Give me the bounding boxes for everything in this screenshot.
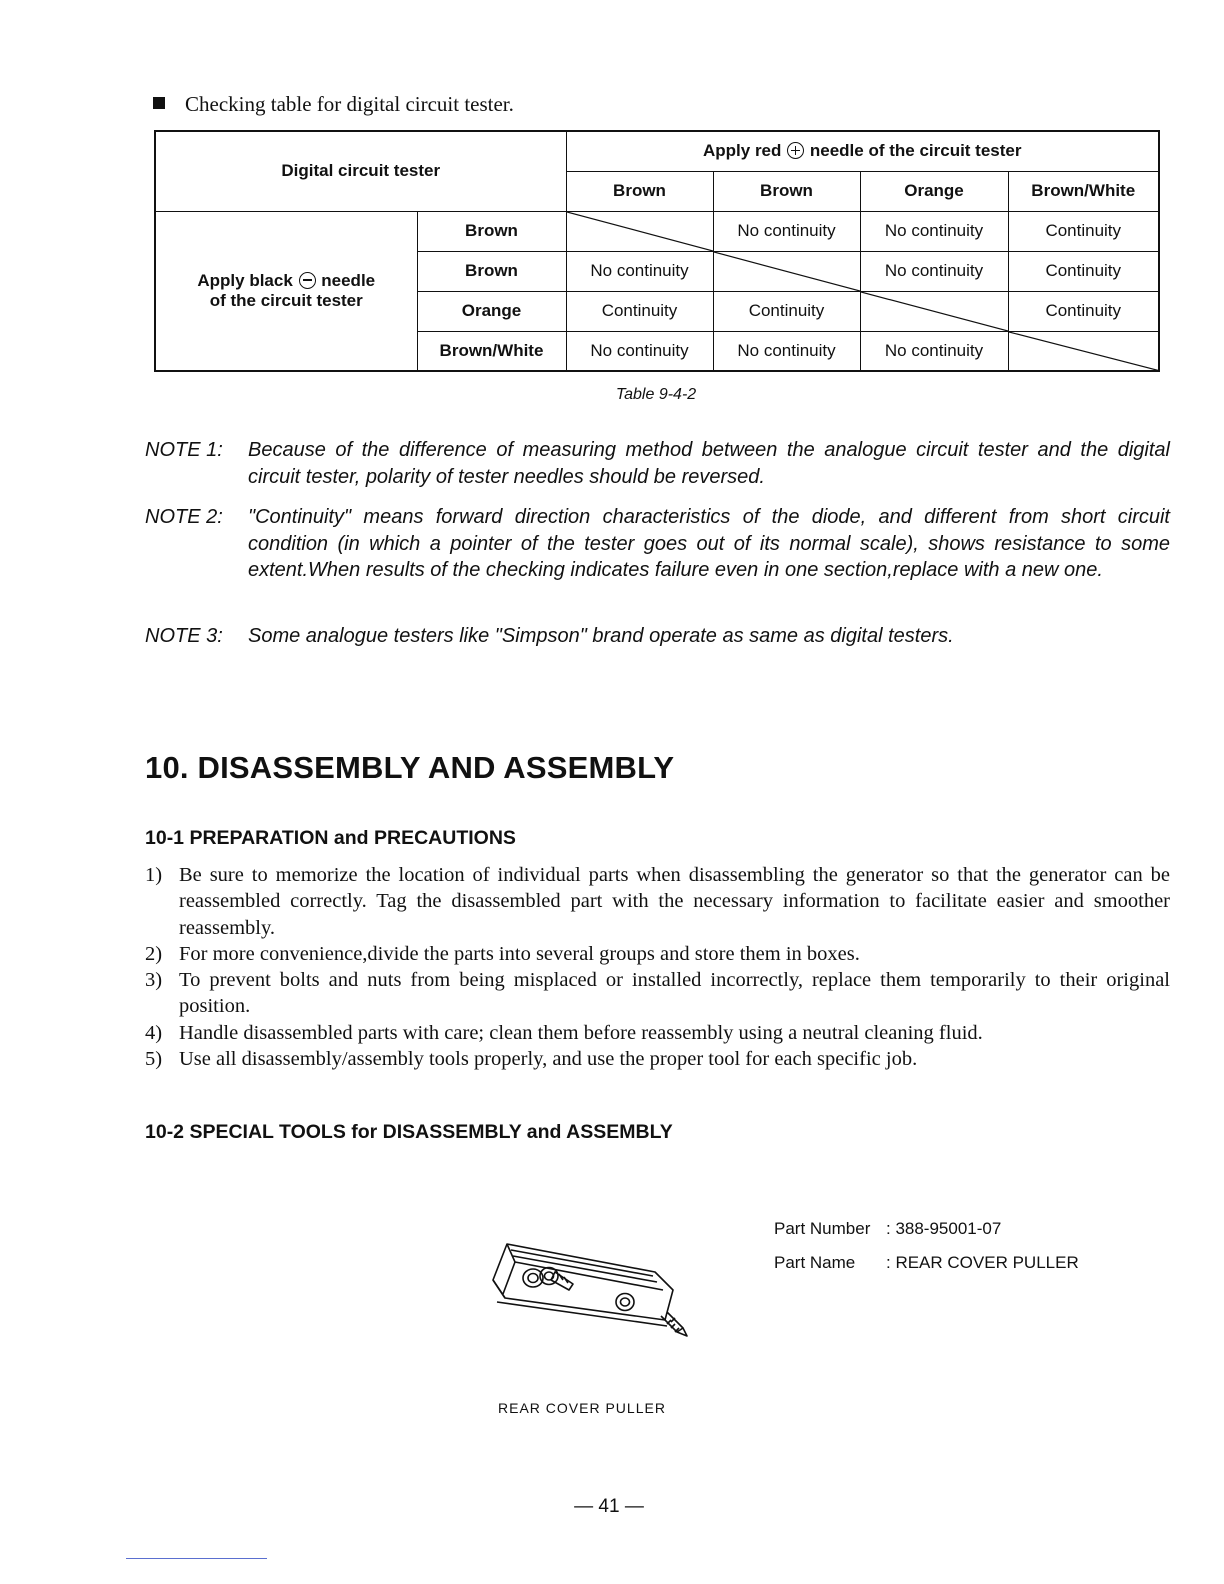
checking-table-heading-text: Checking table for digital circuit tester.	[185, 92, 514, 116]
column-header: Brown	[713, 171, 860, 211]
list-item-text: To prevent bolts and nuts from being misplaced or installed incorrectly, replace them temporarily to their original position.	[179, 969, 1170, 1018]
black-label-after: needle	[321, 270, 376, 290]
note-text: Because of the difference of measuring method between the analogue circuit tester and the digital circuit tester, polarity of tester needles should be reversed.	[248, 439, 1170, 488]
section-title: 10. DISASSEMBLY AND ASSEMBLY	[145, 750, 675, 785]
red-header-before: Apply red	[703, 141, 782, 161]
list-item	[145, 941, 1170, 967]
row-header: Orange	[417, 291, 566, 331]
list-item-text: For more convenience,divide the parts into several groups and store them in boxes.	[179, 942, 860, 965]
table-cell: No continuity	[713, 211, 860, 251]
part-number-label: Part Number	[774, 1219, 871, 1238]
table-cell: No continuity	[860, 211, 1008, 251]
table-caption: Table 9-4-2	[615, 386, 697, 403]
row-header: Brown	[417, 211, 566, 251]
checking-table	[154, 130, 1160, 372]
subsection-title-preparation: 10-1 PREPARATION and PRECAUTIONS	[145, 827, 516, 849]
part-name-row	[774, 1253, 1079, 1273]
list-item	[145, 1046, 1170, 1072]
list-item	[145, 862, 1170, 941]
list-item-number: 2)	[145, 942, 163, 965]
row-header: Brown/White	[417, 331, 566, 371]
subsection-title-special-tools: 10-2 SPECIAL TOOLS for DISASSEMBLY and ASSEMBLY	[145, 1121, 673, 1143]
list-item-text: Use all disassembly/assembly tools properly, and use the proper tool for each specific job.	[179, 1048, 918, 1071]
table-cell: Continuity	[713, 291, 860, 331]
list-item-text: Be sure to memorize the location of individual parts when disassembling the generator so that the generator can be reassembled correctly. Tag the disassembled part with the necessary information to facilitate easier and smoother reassembly.	[179, 864, 1170, 939]
black-label-line2: of the circuit tester	[209, 290, 363, 310]
minus-circle-icon	[299, 272, 316, 289]
note-2	[145, 504, 1170, 584]
list-item-number: 3)	[145, 969, 163, 992]
list-item-number: 1)	[145, 864, 163, 886]
table-cell: Continuity	[1008, 291, 1159, 331]
note-1	[145, 437, 1170, 490]
part-name-label: Part Name	[774, 1253, 856, 1272]
diagonal-cell	[1008, 331, 1159, 371]
tool-image-label: REAR COVER PULLER	[498, 1400, 666, 1416]
note-label: NOTE 1:	[145, 439, 223, 461]
table-cell: No continuity	[566, 251, 713, 291]
page-number: — 41 —	[574, 1496, 644, 1517]
note-3	[145, 623, 1170, 650]
column-header: Brown/White	[1008, 171, 1159, 211]
rear-cover-puller-illustration	[485, 1232, 695, 1342]
plus-circle-icon	[787, 142, 804, 159]
part-number-row	[774, 1219, 1001, 1239]
note-label: NOTE 2:	[145, 506, 223, 528]
table-cell: No continuity	[860, 331, 1008, 371]
bullet-square-icon	[153, 97, 165, 109]
list-item	[145, 1020, 1170, 1046]
diagonal-cell	[713, 251, 860, 291]
part-number-value: : 388-95001-07	[886, 1219, 1002, 1238]
note-text: Some analogue testers like "Simpson" brand operate as same as digital testers.	[248, 625, 954, 647]
footer-divider	[126, 1558, 267, 1559]
black-needle-label	[155, 211, 417, 371]
diagonal-cell	[566, 211, 713, 251]
red-needle-header	[566, 131, 1159, 171]
table-cell: No continuity	[566, 331, 713, 371]
black-label-before: Apply black	[197, 270, 293, 290]
table-cell: Continuity	[1008, 251, 1159, 291]
table-cell: No continuity	[713, 331, 860, 371]
list-item-text: Handle disassembled parts with care; clean them before reassembly using a neutral cleaning fluid.	[179, 1021, 983, 1044]
red-header-after: needle of the circuit tester	[809, 141, 1022, 161]
row-header: Brown	[417, 251, 566, 291]
table-cell: Continuity	[566, 291, 713, 331]
list-item-number: 5)	[145, 1048, 163, 1071]
list-item	[145, 967, 1170, 1020]
column-header: Orange	[860, 171, 1008, 211]
table-cell: Continuity	[1008, 211, 1159, 251]
corner-label: Digital circuit tester	[155, 131, 566, 211]
list-item-number: 4)	[145, 1021, 163, 1044]
note-label: NOTE 3:	[145, 625, 223, 647]
diagonal-cell	[860, 291, 1008, 331]
checking-table-heading	[153, 92, 514, 117]
part-name-value: : REAR COVER PULLER	[886, 1253, 1079, 1272]
table-cell: No continuity	[860, 251, 1008, 291]
column-header: Brown	[566, 171, 713, 211]
note-text: "Continuity" means forward direction characteristics of the diode, and different from short circuit condition (in which a pointer of the tester goes out of its normal scale), shows resistance to some extent.When results of the checking indicates failure even in one section,replace with a new one.	[248, 506, 1170, 581]
precautions-list	[145, 862, 1170, 1072]
